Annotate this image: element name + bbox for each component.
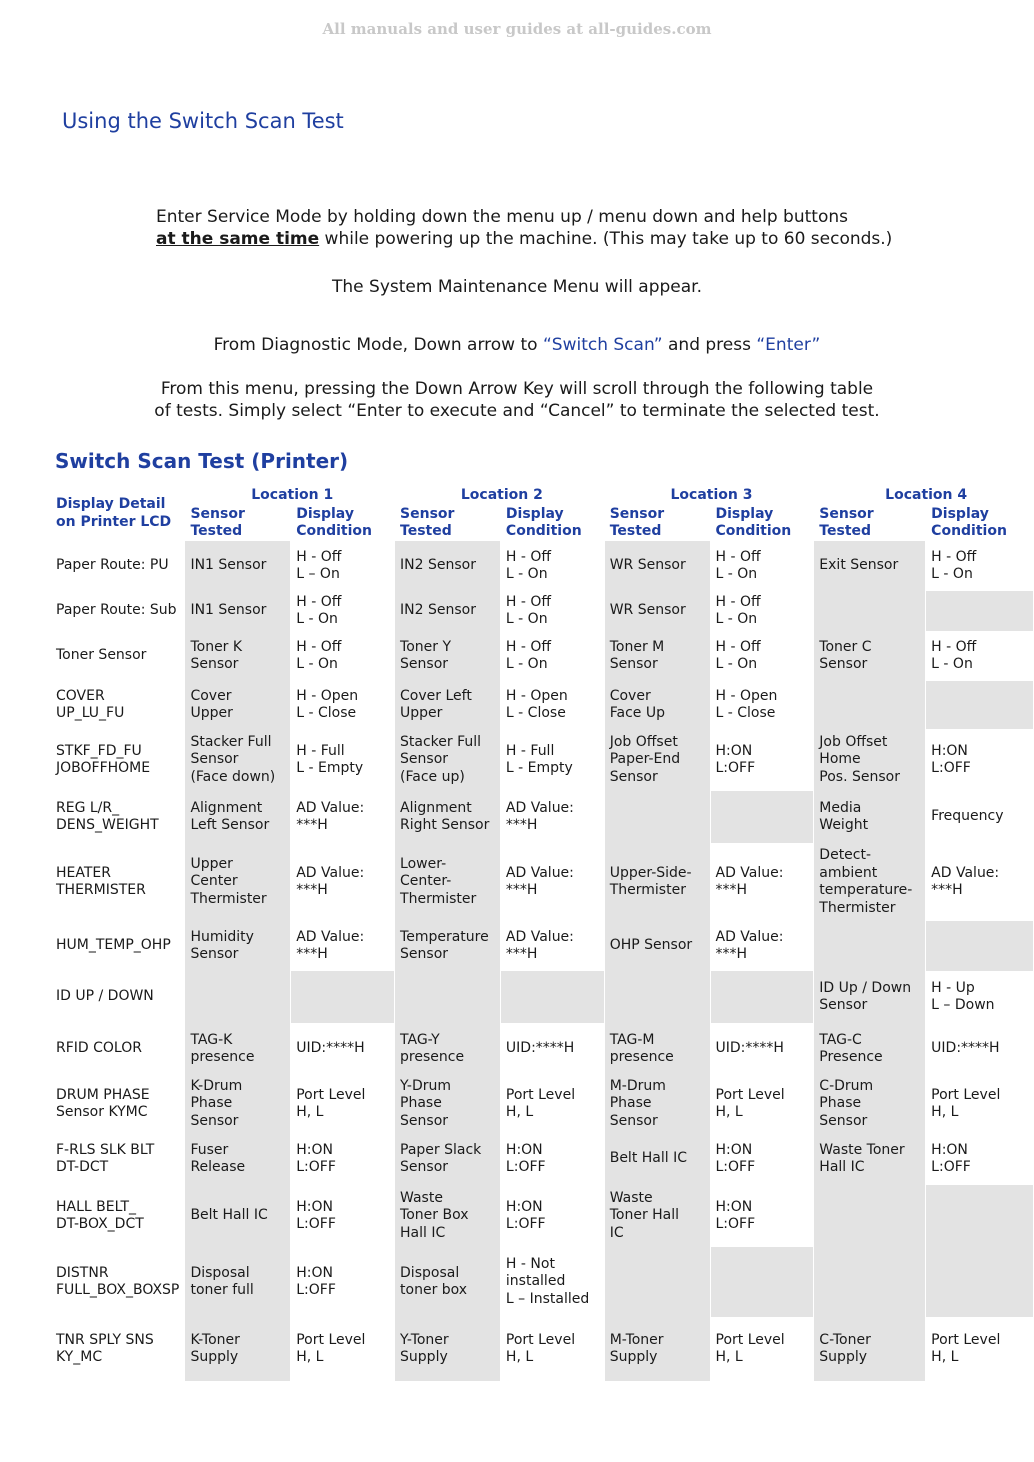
sensor-cell: Toner C Sensor — [814, 631, 926, 681]
condition-cell: UID:****H — [291, 1023, 395, 1075]
page-title: Using the Switch Scan Test — [62, 109, 344, 133]
condition-cell: AD Value: ***H — [500, 791, 604, 843]
sensor-cell: Y-Toner Supply — [395, 1317, 501, 1381]
sensor-cell: ID Up / Down Sensor — [814, 971, 926, 1023]
condition-cell: UID:****H — [710, 1023, 814, 1075]
condition-cell: Port Level H, L — [926, 1075, 1034, 1133]
condition-cell: H:ON L:OFF — [500, 1185, 604, 1247]
condition-cell: Port Level H, L — [291, 1317, 395, 1381]
sensor-cell — [604, 791, 710, 843]
sensor-cell: Y-Drum Phase Sensor — [395, 1075, 501, 1133]
row-label: ID UP / DOWN — [51, 971, 185, 1023]
row-label: HEATER THERMISTER — [51, 843, 185, 921]
condition-cell: Port Level H, L — [926, 1317, 1034, 1381]
condition-cell: H - Open L - Close — [500, 681, 604, 729]
sensor-cell — [814, 921, 926, 971]
sensor-cell: Stacker Full Sensor (Face up) — [395, 729, 501, 791]
condition-cell: H - Off L - On — [500, 591, 604, 631]
sensor-cell: Cover Left Upper — [395, 681, 501, 729]
sensor-cell: Job Offset Paper-End Sensor — [604, 729, 710, 791]
condition-cell: AD Value: ***H — [291, 791, 395, 843]
sensor-cell: Toner K Sensor — [185, 631, 291, 681]
diagnostic-instruction — [0, 334, 1034, 356]
sensor-cell: TAG-M presence — [604, 1023, 710, 1075]
sensor-cell: Belt Hall IC — [185, 1185, 291, 1247]
display-condition-header: Display Condition — [500, 505, 604, 541]
sensor-cell: C-Drum Phase Sensor — [814, 1075, 926, 1133]
sensor-cell: TAG-K presence — [185, 1023, 291, 1075]
condition-cell — [926, 921, 1034, 971]
location-4-header: Location 4 — [814, 487, 1034, 505]
condition-cell: AD Value: ***H — [500, 921, 604, 971]
condition-cell: UID:****H — [500, 1023, 604, 1075]
row-label: COVER UP_LU_FU — [51, 681, 185, 729]
condition-cell: H - Off L - On — [500, 541, 604, 591]
condition-cell: H:ON L:OFF — [291, 1247, 395, 1317]
condition-cell: H - Open L - Close — [710, 681, 814, 729]
condition-cell: AD Value: ***H — [926, 843, 1034, 921]
menu-instruction — [0, 378, 1034, 422]
sensor-cell: Disposal toner full — [185, 1247, 291, 1317]
row-label: STKF_FD_FU JOBOFFHOME — [51, 729, 185, 791]
condition-cell: H - Off L - On — [710, 541, 814, 591]
diag-text-a: From Diagnostic Mode, Down arrow to — [213, 335, 543, 355]
sensor-tested-header: Sensor Tested — [604, 505, 710, 541]
table-body — [51, 541, 1034, 1381]
diag-text-c: and press — [662, 335, 757, 355]
condition-cell: H - Full L - Empty — [500, 729, 604, 791]
condition-cell — [291, 971, 395, 1023]
table-row — [51, 541, 1034, 591]
table-row — [51, 1075, 1034, 1133]
table-row — [51, 921, 1034, 971]
table-row — [51, 843, 1034, 921]
condition-cell: AD Value: ***H — [710, 921, 814, 971]
sensor-cell: Toner Y Sensor — [395, 631, 501, 681]
sensor-cell — [395, 971, 501, 1023]
condition-cell: H - Off L - On — [710, 591, 814, 631]
condition-cell: H - Off L - On — [710, 631, 814, 681]
sensor-cell: IN1 Sensor — [185, 541, 291, 591]
intro-emphasis: at the same time — [156, 229, 320, 249]
table-row — [51, 1023, 1034, 1075]
row-label: F-RLS SLK BLT DT-DCT — [51, 1133, 185, 1185]
sensor-cell: IN1 Sensor — [185, 591, 291, 631]
sensor-cell: Toner M Sensor — [604, 631, 710, 681]
sensor-cell: C-Toner Supply — [814, 1317, 926, 1381]
row-label: Toner Sensor — [51, 631, 185, 681]
sensor-cell: Upper Center Thermister — [185, 843, 291, 921]
condition-cell: H:ON L:OFF — [291, 1133, 395, 1185]
sensor-cell: OHP Sensor — [604, 921, 710, 971]
condition-cell: H:ON L:OFF — [500, 1133, 604, 1185]
sensor-cell — [814, 591, 926, 631]
section-title: Switch Scan Test (Printer) — [55, 449, 349, 473]
sensor-cell: Detect- ambient temperature- Thermister — [814, 843, 926, 921]
location-1-header: Location 1 — [185, 487, 395, 505]
condition-cell: H:ON L:OFF — [710, 1133, 814, 1185]
condition-cell — [926, 1185, 1034, 1247]
sensor-cell: WR Sensor — [604, 541, 710, 591]
sensor-cell: Job Offset Home Pos. Sensor — [814, 729, 926, 791]
sensor-cell: Waste Toner Hall IC — [814, 1133, 926, 1185]
location-3-header: Location 3 — [604, 487, 814, 505]
condition-cell: Port Level H, L — [500, 1317, 604, 1381]
row-label: DISTNR FULL_BOX_BOXSP — [51, 1247, 185, 1317]
condition-cell: UID:****H — [926, 1023, 1034, 1075]
intro-paragraph — [156, 206, 936, 250]
condition-cell: Port Level H, L — [500, 1075, 604, 1133]
condition-cell: AD Value: ***H — [291, 921, 395, 971]
sensor-cell: Waste Toner Box Hall IC — [395, 1185, 501, 1247]
condition-cell — [710, 971, 814, 1023]
condition-cell: Port Level H, L — [710, 1317, 814, 1381]
condition-cell: H - Off L - On — [291, 631, 395, 681]
condition-cell: H:ON L:OFF — [291, 1185, 395, 1247]
sensor-cell: Alignment Right Sensor — [395, 791, 501, 843]
row-label: HUM_TEMP_OHP — [51, 921, 185, 971]
row-label: Paper Route: PU — [51, 541, 185, 591]
sensor-cell: Belt Hall IC — [604, 1133, 710, 1185]
condition-cell: Frequency — [926, 791, 1034, 843]
table-row — [51, 729, 1034, 791]
condition-cell: H - Off L - On — [500, 631, 604, 681]
sensor-cell: Temperature Sensor — [395, 921, 501, 971]
sensor-cell: Waste Toner Hall IC — [604, 1185, 710, 1247]
sensor-cell — [604, 1247, 710, 1317]
condition-cell: H - Off L – On — [291, 541, 395, 591]
row-label: RFID COLOR — [51, 1023, 185, 1075]
condition-cell: H:ON L:OFF — [710, 1185, 814, 1247]
condition-cell — [710, 1247, 814, 1317]
sensor-cell: Alignment Left Sensor — [185, 791, 291, 843]
condition-cell: Port Level H, L — [710, 1075, 814, 1133]
condition-cell: H - Full L - Empty — [291, 729, 395, 791]
sensor-tested-header: Sensor Tested — [185, 505, 291, 541]
condition-cell: H - Open L - Close — [291, 681, 395, 729]
table-row — [51, 971, 1034, 1023]
sensor-cell: Disposal toner box — [395, 1247, 501, 1317]
sensor-cell: IN2 Sensor — [395, 591, 501, 631]
intro-text-2: while powering up the machine. (This may take up to 60 seconds.) — [319, 229, 893, 249]
sensor-cell: Cover Upper — [185, 681, 291, 729]
row-label: DRUM PHASE Sensor KYMC — [51, 1075, 185, 1133]
table-row — [51, 1133, 1034, 1185]
condition-cell: H:ON L:OFF — [710, 729, 814, 791]
sensor-cell: Upper-Side- Thermister — [604, 843, 710, 921]
display-condition-header: Display Condition — [926, 505, 1034, 541]
condition-cell: AD Value: ***H — [710, 843, 814, 921]
display-condition-header: Display Condition — [291, 505, 395, 541]
maintenance-menu-text: The System Maintenance Menu will appear. — [332, 277, 702, 297]
enter-term: “Enter” — [756, 335, 821, 355]
sensor-tested-header: Sensor Tested — [395, 505, 501, 541]
sensor-cell — [604, 971, 710, 1023]
condition-cell: H:ON L:OFF — [926, 729, 1034, 791]
table-row — [51, 681, 1034, 729]
table-row — [51, 791, 1034, 843]
condition-cell: H - Off L - On — [291, 591, 395, 631]
sensor-cell: TAG-C Presence — [814, 1023, 926, 1075]
sensor-cell: Humidity Sensor — [185, 921, 291, 971]
table-row — [51, 1185, 1034, 1247]
sensor-cell — [814, 1247, 926, 1317]
location-2-header: Location 2 — [395, 487, 605, 505]
sensor-cell — [814, 1185, 926, 1247]
table-row — [51, 1247, 1034, 1317]
sensor-cell: Paper Slack Sensor — [395, 1133, 501, 1185]
sensor-cell: Media Weight — [814, 791, 926, 843]
row-label: TNR SPLY SNS KY_MC — [51, 1317, 185, 1381]
intro-text-1: Enter Service Mode by holding down the menu up / menu down and help buttons — [156, 207, 848, 227]
display-condition-header: Display Condition — [710, 505, 814, 541]
condition-cell: H - Up L – Down — [926, 971, 1034, 1023]
switch-scan-term: “Switch Scan” — [542, 335, 663, 355]
row-label: REG L/R_ DENS_WEIGHT — [51, 791, 185, 843]
sensor-cell: K-Drum Phase Sensor — [185, 1075, 291, 1133]
watermark: All manuals and user guides at all-guides.com — [322, 20, 712, 38]
menu-instruction-line2: of tests. Simply select “Enter to execute and “Cancel” to terminate the selected test. — [154, 401, 880, 421]
sensor-cell: WR Sensor — [604, 591, 710, 631]
sensor-cell: TAG-Y presence — [395, 1023, 501, 1075]
sensor-cell: IN2 Sensor — [395, 541, 501, 591]
row-label: HALL BELT_ DT-BOX_DCT — [51, 1185, 185, 1247]
condition-cell — [926, 1247, 1034, 1317]
condition-cell: H - Off L - On — [926, 541, 1034, 591]
switch-scan-table — [51, 487, 1034, 1381]
condition-cell — [926, 591, 1034, 631]
display-detail-header: Display Detail on Printer LCD — [51, 487, 185, 541]
sensor-cell: Cover Face Up — [604, 681, 710, 729]
sensor-cell — [185, 971, 291, 1023]
sensor-cell: M-Drum Phase Sensor — [604, 1075, 710, 1133]
sensor-cell: M-Toner Supply — [604, 1317, 710, 1381]
sensor-cell: Stacker Full Sensor (Face down) — [185, 729, 291, 791]
condition-cell: Port Level H, L — [291, 1075, 395, 1133]
table-row — [51, 591, 1034, 631]
sensor-cell — [814, 681, 926, 729]
table-row — [51, 1317, 1034, 1381]
condition-cell — [710, 791, 814, 843]
sensor-cell: K-Toner Supply — [185, 1317, 291, 1381]
sensor-cell: Exit Sensor — [814, 541, 926, 591]
sensor-cell: Lower- Center- Thermister — [395, 843, 501, 921]
sensor-cell: Fuser Release — [185, 1133, 291, 1185]
condition-cell: AD Value: ***H — [500, 843, 604, 921]
condition-cell: H:ON L:OFF — [926, 1133, 1034, 1185]
row-label: Paper Route: Sub — [51, 591, 185, 631]
menu-instruction-line1: From this menu, pressing the Down Arrow Key will scroll through the following table — [160, 379, 874, 399]
condition-cell — [500, 971, 604, 1023]
sensor-tested-header: Sensor Tested — [814, 505, 926, 541]
condition-cell: H - Off L - On — [926, 631, 1034, 681]
table-row — [51, 631, 1034, 681]
condition-cell: H - Not installed L – Installed — [500, 1247, 604, 1317]
condition-cell: AD Value: ***H — [291, 843, 395, 921]
condition-cell — [926, 681, 1034, 729]
